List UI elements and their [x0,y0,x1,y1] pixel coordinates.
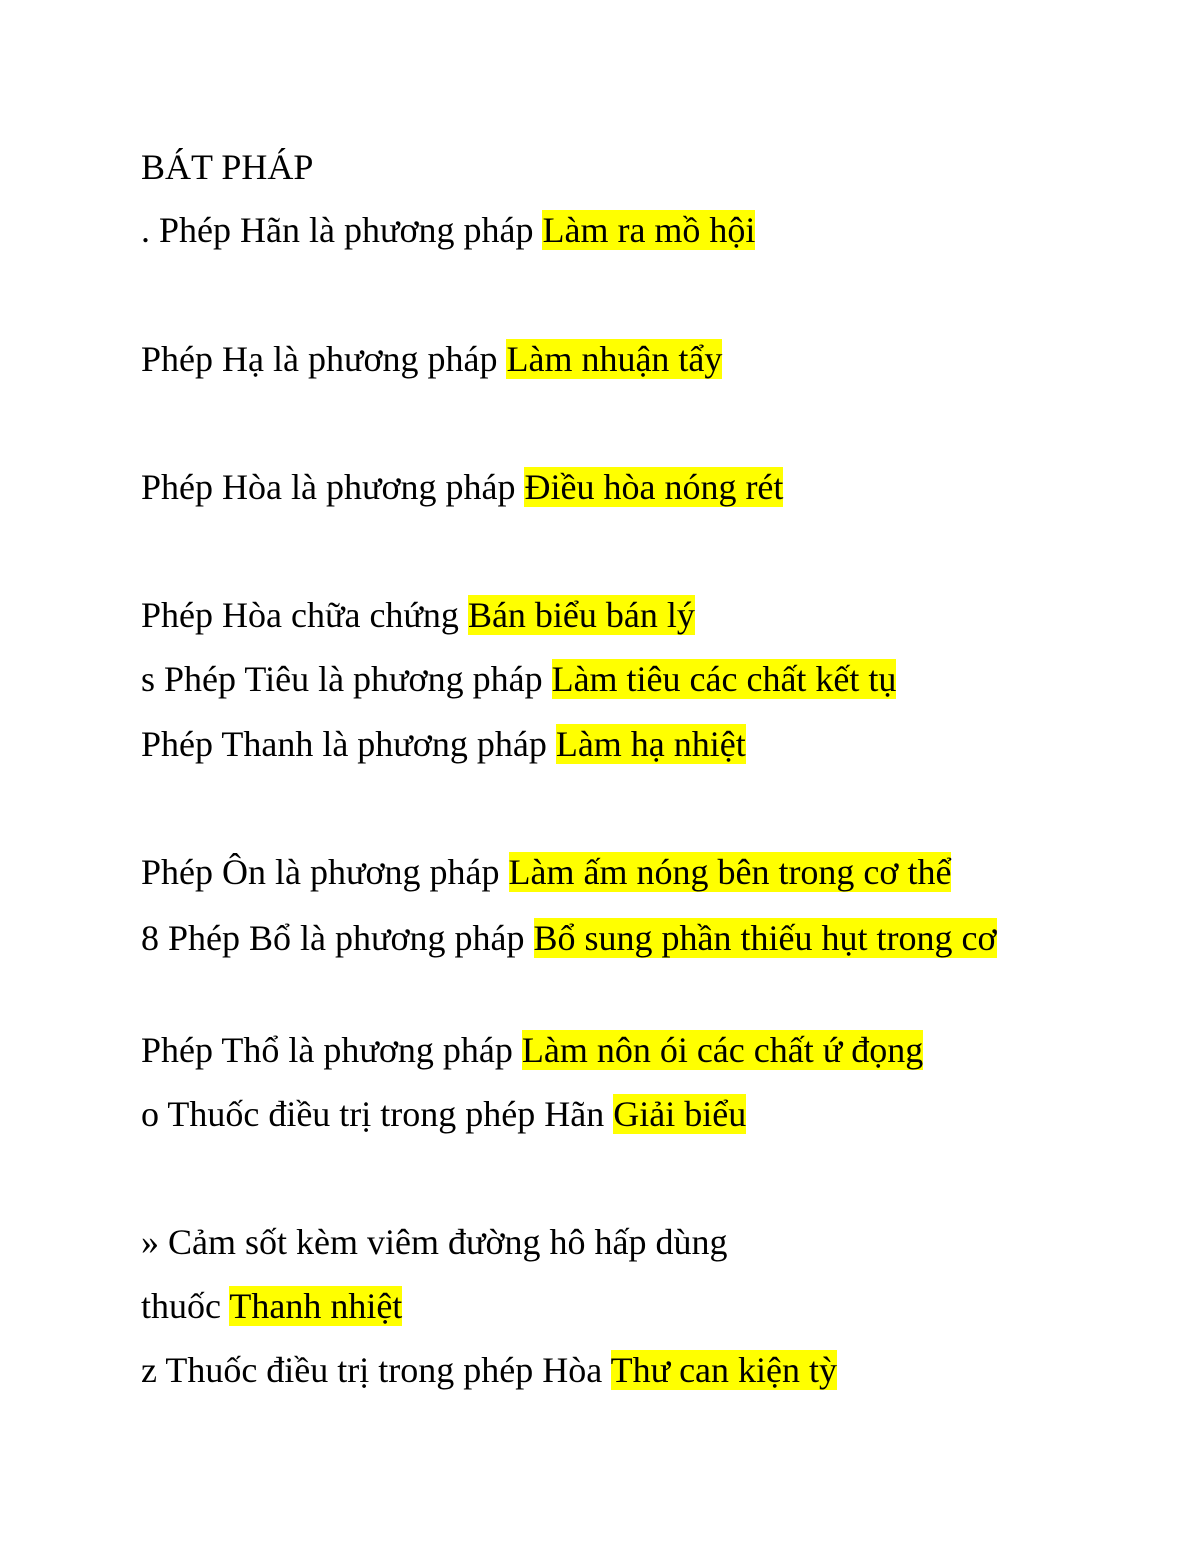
text-line [141,850,1071,895]
line-text: Phép Hòa là phương pháp [141,467,525,507]
line-text: 8 Phép Bổ là phương pháp [141,918,534,958]
line-text: s Phép Tiêu là phương pháp [141,659,552,699]
document-title-text: BÁT PHÁP [141,147,314,187]
text-line [141,337,1071,382]
text-line [141,657,1071,702]
highlighted-answer: Bán biểu bán lý [467,595,695,635]
highlighted-answer: Làm ấm nóng bên trong cơ thể [508,852,952,892]
line-text: Phép Hòa chữa chứng [141,595,468,635]
highlighted-answer: Làm hạ nhiệt [555,724,746,764]
line-text: Phép Ôn là phương pháp [141,852,509,892]
line-text: Phép Hạ là phương pháp [141,339,507,379]
line-text: o Thuốc điều trị trong phép Hãn [141,1094,614,1134]
text-line [141,208,1071,253]
text-line [141,1092,1071,1137]
line-text: Phép Thổ là phương pháp [141,1030,522,1070]
line-text: Phép Thanh là phương pháp [141,724,556,764]
text-line [141,1348,1071,1393]
text-line [141,465,1071,510]
line-text: thuốc [141,1286,230,1326]
highlighted-answer: Làm tiêu các chất kết tụ [551,659,897,699]
line-text: . Phép Hãn là phương pháp [141,210,543,250]
highlighted-answer: Làm nhuận tẩy [506,339,723,379]
line-text: z Thuốc điều trị trong phép Hòa [141,1350,611,1390]
highlighted-answer: Điều hòa nóng rét [524,467,784,507]
text-line [141,1284,1071,1329]
document-title [141,145,1071,190]
highlighted-answer: Thư can kiện tỳ [610,1350,838,1390]
highlighted-answer: Làm nôn ói các chất ứ đọng [521,1030,924,1070]
highlighted-answer: Giải biểu [613,1094,747,1134]
text-line [141,1220,1071,1265]
text-line [141,914,1071,962]
line-text: » Cảm sốt kèm viêm đường hô hấp dùng [141,1222,728,1262]
highlighted-answer: Thanh nhiệt [229,1286,403,1326]
text-line [141,593,1071,638]
highlighted-answer: Bổ sung phần thiếu hụt trong cơ [533,918,997,958]
text-line [141,722,1071,767]
highlighted-answer: Làm ra mồ hội [542,210,756,250]
text-line [141,1028,1071,1073]
